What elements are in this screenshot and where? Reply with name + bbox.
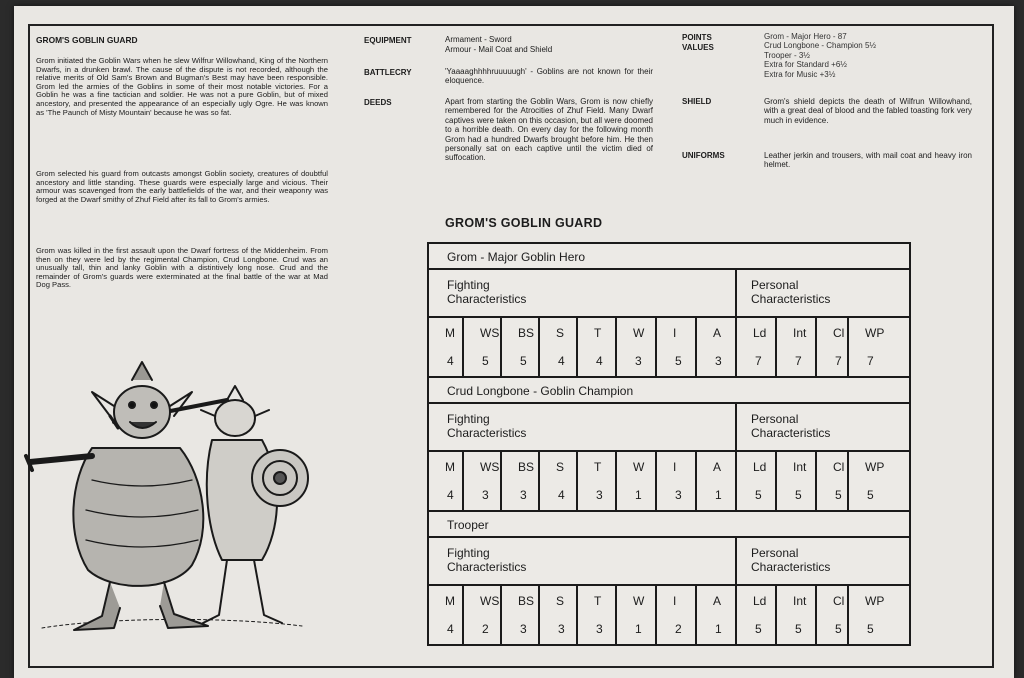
stat-t: T 3	[578, 586, 617, 644]
stat-t: T 3	[578, 452, 617, 510]
stat-w: W 1	[617, 452, 657, 510]
stat-ws: WS 5	[464, 318, 502, 376]
stat-i: I 5	[657, 318, 697, 376]
deeds-text: Apart from starting the Goblin Wars, Grom is now chiefly remembered for the Atrocities of Zhuf Field. Many Dwarf captives were taken on this occasion, but all were doomed to a horrible death. On every day for the following month Grom had a hundred Dwarfs brought before him. He then personally sat on each captive until the victim died of suffocation.	[445, 97, 653, 163]
deeds-label: DEEDS	[364, 98, 392, 107]
uniforms-text: Leather jerkin and trousers, with mail coat and heavy iron helmet.	[764, 151, 972, 170]
stat-s: S 3	[540, 586, 578, 644]
stat-ld: Ld 5	[737, 586, 777, 644]
characteristics-header	[429, 404, 909, 452]
stat-bs: BS 3	[502, 452, 540, 510]
shield-text: Grom's shield depicts the death of Wilfrun Willowhand, with a great deal of blood and the fabled toasting fork very much in evidence.	[764, 97, 972, 125]
fighting-characteristics-label: Fighting Characteristics	[429, 270, 737, 316]
stat-cl: Cl 5	[817, 452, 849, 510]
personal-characteristics-label: Personal Characteristics	[751, 278, 831, 306]
stat-wp: WP 5	[865, 594, 885, 636]
personal-characteristics-label: Personal Characteristics	[751, 546, 831, 574]
profile-name: Crud Longbone - Goblin Champion	[429, 378, 909, 404]
fighting-characteristics-label: Fighting Characteristics	[429, 404, 737, 450]
stat-int: Int 5	[777, 586, 817, 644]
stat-cl: Cl 7	[817, 318, 849, 376]
stat-ws: WS 3	[464, 452, 502, 510]
values-label: VALUES	[682, 43, 714, 52]
stat-w: W 1	[617, 586, 657, 644]
points-list	[764, 32, 876, 79]
stat-a: A 1	[697, 452, 737, 510]
equipment-armament: Armament - Sword	[445, 35, 512, 44]
points-grom: Grom - Major Hero - 87	[764, 32, 847, 41]
stat-m: M 4	[429, 318, 464, 376]
personal-characteristics-label: Personal Characteristics	[751, 412, 831, 440]
equipment-armour: Armour - Mail Coat and Shield	[445, 45, 553, 54]
stat-bs: BS 5	[502, 318, 540, 376]
stat-i: I 3	[657, 452, 697, 510]
stat-ld: Ld 7	[737, 318, 777, 376]
stat-ws: WS 2	[464, 586, 502, 644]
history-paragraph-2: Grom selected his guard from outcasts amongst Goblin society, creatures of doubtful ancestory and little standing. These guards were especially large and vicious. Their armour was scavenged from the early battlefields of the war, and their weaponry was forged at the Dwarf smithy of Zhuf Field after its fall to Grom's armies.	[36, 169, 328, 204]
battlecry-label: BATTLECRY	[364, 68, 412, 77]
stat-wp: WP 5	[865, 460, 885, 502]
stat-m: M 4	[429, 586, 464, 644]
points-crud: Crud Longbone - Champion 5½	[764, 41, 877, 51]
stat-a: A 3	[697, 318, 737, 376]
history-paragraph-3: Grom was killed in the first assault upon the Dwarf fortress of the Middenheim. From then on they were led by the regimental Champion, Crud Longbone. Crud was an unusually tall, thin and lanky Goblin with a distintively long nose. Crud and the remainder of Grom's guards were exterminated at the final battle of the war at Mad Dog Pass.	[36, 246, 328, 290]
fighting-characteristics-label: Fighting Characteristics	[429, 538, 737, 584]
points-standard: Extra for Standard +6½	[764, 60, 847, 70]
stat-int: Int 7	[777, 318, 817, 376]
profile-table-title: GROM'S GOBLIN GUARD	[445, 216, 603, 230]
stat-row	[429, 586, 909, 644]
history-paragraph-1: Grom initiated the Goblin Wars when he slew Wilfrur Willowhand, King of the Northern Dwarfs, in a drunken brawl. The cause of the dispute is not recorded, although the relative merits of Old Sam's Brown and Bugman's Best may have been responsible. Grom led the armies of the Goblins in some of their most notable victories. For a Goblin he was a fine tactician and soldier. He was not a pure Goblin, but of mixed ancestory, and presented the appearance of an especially ugly Ogre. He was known as 'The Paunch of Misty Mountain' because he was so fat.	[36, 56, 328, 117]
stat-i: I 2	[657, 586, 697, 644]
profile-table	[427, 242, 911, 646]
stat-bs: BS 3	[502, 586, 540, 644]
profile-name: Trooper	[429, 512, 909, 538]
stat-a: A 1	[697, 586, 737, 644]
points-label: POINTS	[682, 33, 712, 42]
points-music: Extra for Music +3½	[764, 69, 836, 79]
profile-name: Grom - Major Goblin Hero	[429, 244, 909, 270]
battlecry-text: 'Yaaaaghhhhruuuuugh' - Goblins are not known for their eloquence.	[445, 67, 653, 86]
stat-cl: Cl 5	[817, 586, 849, 644]
stat-s: S 4	[540, 452, 578, 510]
equipment-label: EQUIPMENT	[364, 36, 412, 45]
characteristics-header	[429, 538, 909, 586]
stat-m: M 4	[429, 452, 464, 510]
stat-int: Int 5	[777, 452, 817, 510]
stat-s: S 4	[540, 318, 578, 376]
section-title: GROM'S GOBLIN GUARD	[36, 35, 138, 45]
uniforms-label: UNIFORMS	[682, 151, 725, 160]
stat-t: T 4	[578, 318, 617, 376]
shield-label: SHIELD	[682, 97, 712, 106]
stat-ld: Ld 5	[737, 452, 777, 510]
stat-wp: WP 7	[865, 326, 885, 368]
stat-w: W 3	[617, 318, 657, 376]
stat-row	[429, 452, 909, 512]
characteristics-header	[429, 270, 909, 318]
stat-row	[429, 318, 909, 378]
points-trooper: Trooper - 3½	[764, 50, 810, 60]
goblin-illustration	[22, 360, 322, 650]
